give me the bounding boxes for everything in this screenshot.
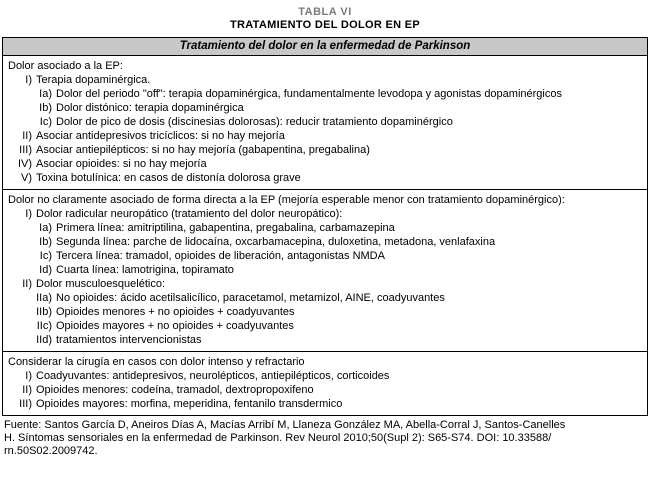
citation-line: rn.50S02.2009742.	[4, 445, 98, 457]
table-header-label: Tratamiento del dolor en la enfermedad de Parkinson	[179, 40, 471, 52]
table-line	[8, 87, 642, 101]
table-line	[8, 235, 642, 249]
source-citation	[2, 419, 648, 458]
line-numeral: IIa)	[36, 292, 52, 304]
line-text: Cuarta línea: lamotrigina, topiramato	[56, 264, 234, 276]
table-line	[8, 171, 642, 185]
line-text: Asociar antidepresivos tricíclicos: si no hay mejoría	[36, 130, 285, 142]
line-numeral: III)	[19, 398, 32, 410]
line-numeral: Ic)	[39, 116, 52, 128]
line-numeral: I)	[25, 208, 32, 220]
line-text: No opioides: ácido acetilsalicílico, paracetamol, metamizol, AINE, coadyuvantes	[56, 292, 445, 304]
line-numeral: Ia)	[39, 222, 52, 234]
table-number: TABLA VI	[298, 6, 352, 18]
table-section	[3, 352, 647, 415]
line-text: Dolor del periodo "off": terapia dopaminérgica, fundamentalmente levodopa y agonistas dopaminérgicos	[56, 88, 562, 100]
line-numeral: IIb)	[36, 306, 52, 318]
table-line: Dolor no claramente asociado de forma directa a la EP (mejoría esperable menor con tratamiento dopaminérgico):	[8, 194, 565, 206]
table-line: Considerar la cirugía en casos con dolor intenso y refractario	[8, 356, 305, 368]
table-line	[8, 157, 642, 171]
line-numeral: Ic)	[39, 250, 52, 262]
line-numeral: II)	[22, 278, 32, 290]
line-text: Dolor distónico: terapia dopaminérgica	[56, 102, 244, 114]
table-line	[8, 263, 642, 277]
table-line	[8, 305, 642, 319]
line-text: Dolor musculoesquelético:	[36, 278, 166, 290]
line-text: Terapia dopaminérgica.	[36, 74, 151, 86]
line-numeral: I)	[25, 370, 32, 382]
table-line	[8, 221, 642, 235]
line-text: Dolor de pico de dosis (discinesias dolorosas): reducir tratamiento dopaminérgico	[56, 116, 453, 128]
line-numeral: IId)	[36, 334, 52, 346]
line-numeral: II)	[22, 384, 32, 396]
line-numeral: I)	[25, 74, 32, 86]
line-text: Coadyuvantes: antidepresivos, neurolépticos, antiepilépticos, corticoides	[36, 370, 390, 382]
line-text: Opioides mayores: morfina, meperidina, fentanilo transdermico	[36, 398, 343, 410]
line-numeral: Ib)	[39, 236, 52, 248]
line-text: Opioides menores: codeína, tramadol, dextropropoxifeno	[36, 384, 314, 396]
citation-line: H. Síntomas sensoriales en la enfermedad de Parkinson. Rev Neurol 2010;50(Supl 2): S65-S74. DOI: 10.33588/	[4, 432, 552, 444]
line-text: Asociar antiepilépticos: si no hay mejoría (gabapentina, pregabalina)	[36, 144, 370, 156]
line-numeral: IIc)	[36, 320, 52, 332]
table-caption	[2, 6, 648, 32]
table-header-row	[3, 38, 647, 56]
table-line	[8, 383, 642, 397]
line-text: Dolor radicular neuropático (tratamiento del dolor neuropático):	[36, 208, 343, 220]
line-text: Toxina botulínica: en casos de distonía dolorosa grave	[36, 172, 301, 184]
table-line	[8, 249, 642, 263]
table-section	[3, 190, 647, 352]
line-numeral: V)	[21, 172, 32, 184]
table-line	[8, 369, 642, 383]
line-text: tratamientos intervencionistas	[56, 334, 202, 346]
citation-line: Fuente: Santos García D, Aneiros Días A, Macías Arribí M, Llaneza González MA, Abella-Corral J, Santos-Canelles	[4, 419, 566, 431]
line-numeral: Ia)	[39, 88, 52, 100]
table-line	[8, 115, 642, 129]
line-numeral: Id)	[39, 264, 52, 276]
table-line: Dolor asociado a la EP:	[8, 60, 123, 72]
line-numeral: Ib)	[39, 102, 52, 114]
line-numeral: IV)	[17, 158, 32, 170]
line-text: Opioides menores + no opioides + coadyuvantes	[56, 306, 295, 318]
table-line	[8, 129, 642, 143]
table-line	[8, 397, 642, 411]
table-line	[8, 143, 642, 157]
line-text: Segunda línea: parche de lidocaína, oxcarbamacepina, duloxetina, metadona, venlafaxina	[56, 236, 496, 248]
table-line	[8, 101, 642, 115]
table-line	[8, 333, 642, 347]
line-text: Opioides mayores + no opioides + coadyuvantes	[56, 320, 294, 332]
treatment-table	[2, 37, 648, 416]
line-numeral: II)	[22, 130, 32, 142]
line-numeral: III)	[19, 144, 32, 156]
line-text: Tercera línea: tramadol, opioides de liberación, antagonistas NMDA	[56, 250, 385, 262]
table-line	[8, 73, 642, 87]
line-text: Asociar opioides: si no hay mejoría	[36, 158, 207, 170]
table-title: TRATAMIENTO DEL DOLOR EN EP	[229, 19, 420, 31]
table-line	[8, 277, 642, 291]
table-line	[8, 319, 642, 333]
table-line	[8, 207, 642, 221]
table-line	[8, 291, 642, 305]
table-body	[3, 56, 647, 415]
table-section	[3, 56, 647, 190]
line-text: Primera línea: amitriptilina, gabapentina, pregabalina, carbamazepina	[56, 222, 395, 234]
